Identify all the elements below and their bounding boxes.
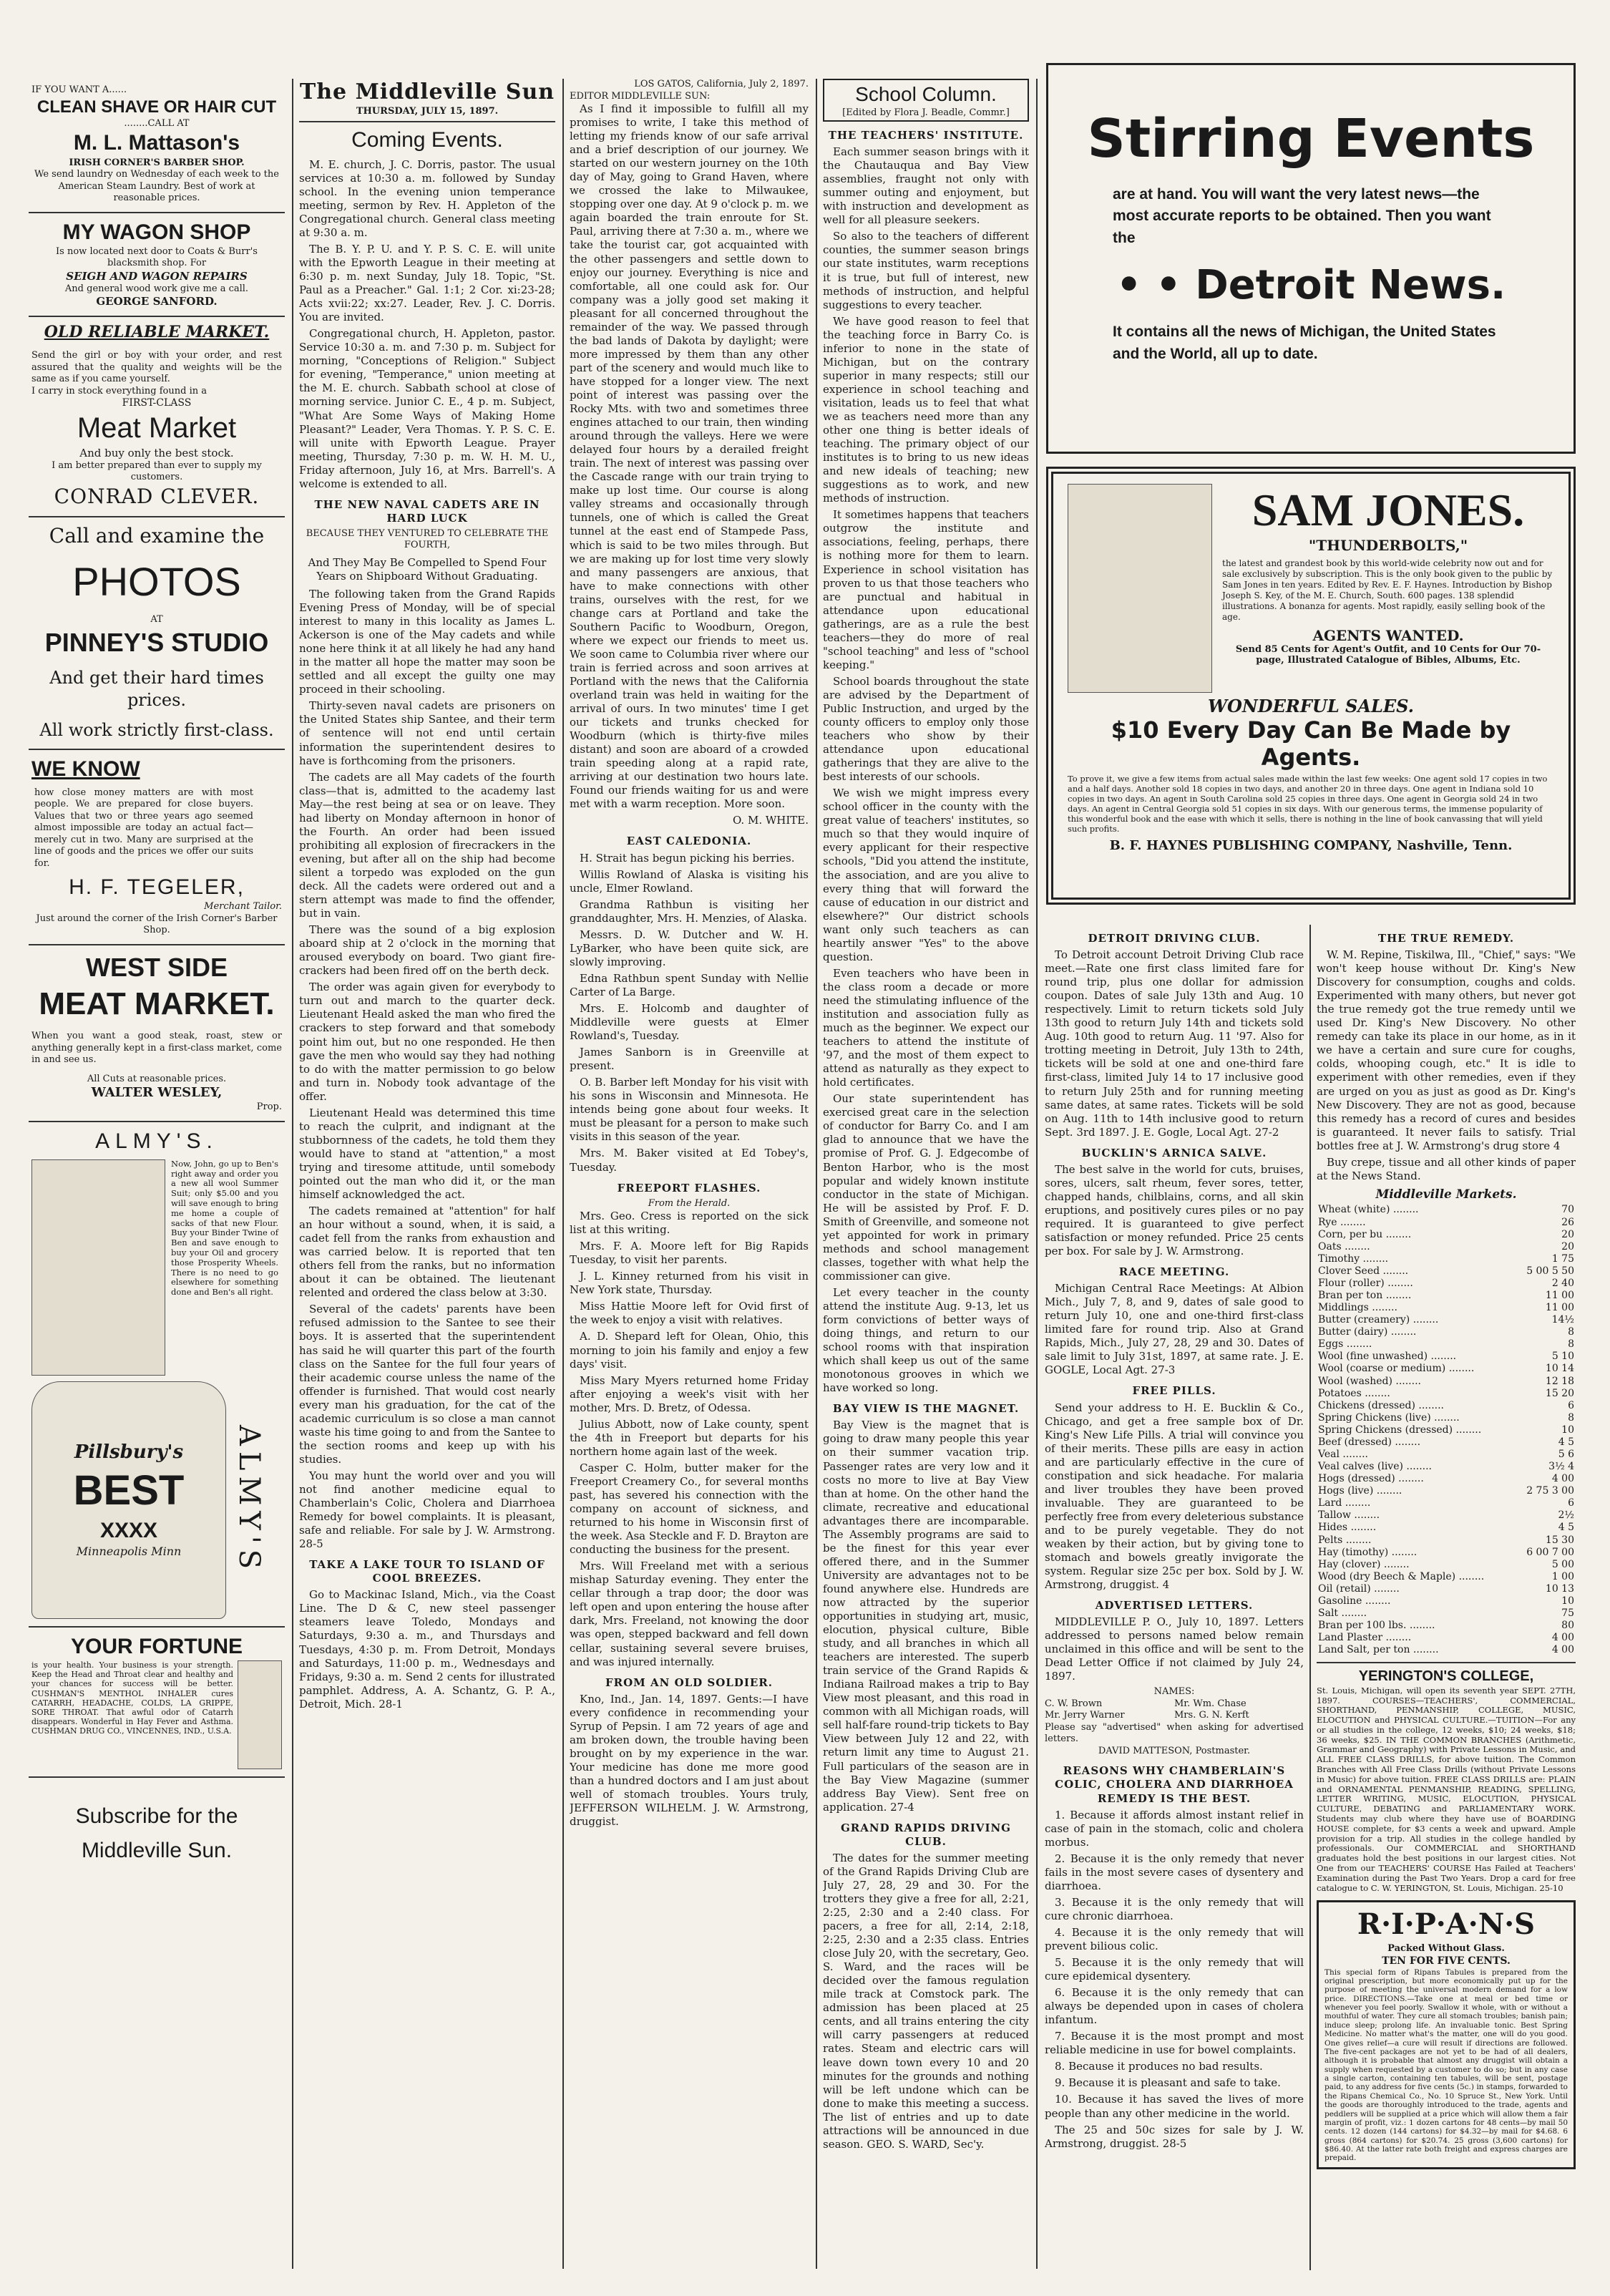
advertised-letters-heading: ADVERTISED LETTERS. — [1095, 1599, 1254, 1612]
market-row — [1317, 1265, 1576, 1278]
market-row — [1317, 1253, 1576, 1265]
market-price: 10 — [1561, 1424, 1574, 1436]
market-row — [1317, 1547, 1576, 1559]
market-price: 20 — [1561, 1240, 1574, 1252]
column-two: The Middleville Sun THURSDAY, JULY 15, 1897. Coming Events. M. E. church, J. C. Dorris, pastor. The usual services at 10:30 a. m. followed by Sunday school. In the evening union temperance meeting, sermon by Rev. H. Appleton of the Congregational church. General class meeting at 9:30 a. m. The B. Y. P. U. and Y. P. S. C. E. will unite with the Epworth League in their meeting at 6:30 p. m. next Sunday, July 18. Topic, "St. Paul as a Preacher." Gal. 1:1; 2 Cor. xi:23-28; Acts xvii:22; xx:27. Leader, Rev. J. C. Dorris. You are invited. Congregational church, H. Appleton, pastor. Service 10:30 a. m. and 7:30 p. m. Subject for morning, "Conceptions of Religion." Subject for evening, "Temperance," union meeting at the M. E. church. Sabbath school at close of morning service. Junior C. E., 4 p. m. Subject, "What Are Some Ways of Making Home Pleasant?" Leader, Vera Thomas. Y. P. S. C. E. will unite with Epworth League. Prayer meeting, Thursday, 7:30 p. m. W. H. M. U., Friday afternoon, July 16, at Mrs. Barrell's. A welcome is extended to all. THE NEW NAVAL CADETS ARE IN HARD LUCK BECAUSE THEY VENTURED TO CELEBRATE THE FOURTH, And They May Be Compelled to Spend Four Years on Shipboard Without Graduating. The following taken from the Grand Rapids Evening Press of Monday, will be of special interest to many in this locality as James L. Ackerson is one of the May cadets and while none here think it at all likely he had any hand in the matter all hope the matter may soon be settled and all except the guilty one may proceed in their schooling. Thirty-seven naval cadets are prisoners on the United States ship Santee, and their term of sentence will not end until certain information the superintendent desires to have is forthcoming from the prisoners. The cadets are all May cadets of the fourth class—that is, admitted to the academy last May—the rest being at sea or on leave. They had liberty on Monday afternoon in honor of the Fourth. An order had been issued prohibiting all explosion of firecrackers in the evening, but after all on the ship had become silent a torpedo was exploded on the gun deck. All the cadets were ordered out and a stern attempt was made to find the offender, but in vain. There was the sound of a big explosion aboard ship at 2 o'clock in the morning that aroused everybody on board. Two giant fire-crackers had been fired off on the berth deck. The order was again given for everybody to turn out and march to the quarter deck. Lieutenant Heald asked the man who fired the crackers to step forward and that somebody point him out, but no one responded. He then gave the men who would say they had nothing to do with the matter permission to go below and turn in. Nobody took advantage of the offer. Lieutenant Heald was determined this time to reach the culprit, and indignant at the stubbornness of the cadets, he told them they would have to stand at "attention," a most trying and tiresome attitude, until somebody pointed out the man who did it, or the man himself acknowledged the act. The cadets remained at "attention" for half an hour without a sound, when, it is said, a cadet fell from the ranks from exhaustion and was carried below. It is reported that ten others fell from the ranks, but no information about it can be obtained. The lieutenant relented and ordered the class below at 3:30. Several of the cadets' parents have been refused admission to the Santee to see their boys. It is asserted that the superintendent has said he will quarter this part of the fourth class on the Santee for the full four years of their academic course unless the name of the offender is furnished. That would cost nearly every man his graduation, for the cat of the academic curriculum is so close a man cannot waste his time going to and from the Santee to the section rooms and keep up with his studies. You may hunt the world over and you will not find another medicine equal to Chamberlain's Colic, Cholera and Diarrhoea Remedy for bowel complaints. It is pleasant, safe and reliable. For sale by J. W. Armstrong. 28-5 TAKE A LAKE TOUR TO ISLAND OF COOL BREEZES. Go to Mackinac Island, Mich., via the Coast Line. The D & C, new steel passenger steamers leave Toledo, Mondays and Saturdays, 9:30 a. m., and Thursdays and Tuesdays, 4:30 p. m. From Detroit, Mondays and Saturdays, 11:00 p. m., Wednesdays and Fridays, 9:30 a. m. Send 2 cents for illustrated pamphlet. Address, A. A. Schantz, G. P. A., Detroit, Mich. 28-1 — [299, 79, 555, 1711]
market-price: 2 40 — [1551, 1277, 1574, 1289]
market-item: Butter (dairy) ........ — [1318, 1326, 1417, 1338]
market-item: Bran per 100 lbs. ........ — [1318, 1620, 1435, 1632]
market-price: 6 00 7 00 — [1526, 1546, 1574, 1558]
market-row — [1317, 1302, 1576, 1314]
market-price: 15 30 — [1545, 1534, 1574, 1546]
market-price: 8 — [1568, 1411, 1574, 1424]
market-price: 70 — [1561, 1204, 1574, 1216]
naval-cadets-heading: THE NEW NAVAL CADETS ARE IN HARD LUCK — [314, 497, 540, 525]
market-item: Hogs (dressed) ........ — [1318, 1473, 1424, 1485]
market-row — [1317, 1461, 1576, 1473]
market-row — [1317, 1595, 1576, 1607]
column-six: THE TRUE REMEDY. W. M. Repine, Tiskilwa, Ill., "Chief," says: "We won't keep house without Dr. King's New Discovery for consumption, coughs and colds. Experimented with many others, but never got the true remedy got the true remedy until we used Dr. King's New Discovery. No other remedy can take its place in our home, as in it we have a certain and sure cure for coughs, colds, whooping cough, etc." It is idle to experiment with other remedies, even if they are urged on you as just as good as Dr. King's New Discovery. They are not as good, because this remedy has a record of cures and besides is guaranteed. It never fails to satisfy. Trial bottles free at J. W. Armstrong's drug store 4 Buy crepe, tissue and all other kinds of paper at the News Stand. Middleville Markets. Wheat (white) ........ 70 Rye ........ 26 Corn, per bu ........ 20 Oats ........ 20 Timothy ........ 1 75 Clover Seed ........ 5 00 5 50 Flour (roller) ........ 2 40 Bran per ton ........ 11 00 Middlings ........ 11 00 Butter (creamery) ........ 14½ Butter (dairy) ........ 8 Eggs ........ 8 Wool (fine unwashed) ........ 5 10 Wool (coarse or medium) ........ 10 14 Wool (washed) ........ 12 18 Potatoes ........ 15 20 Chickens (dressed) ........ 6 Spring Chickens (live) ........ 8 Spring Chickens (dressed) ........ 10 Beef (dressed) ........ 4 5 Veal ........ 5 6 Veal calves (live) ........ 3½ 4 Hogs (dressed) ........ 4 00 Hogs (live) ........ 2 75 3 00 Lard ........ 6 Tallow ........ 2½ Hides ........ 4 5 Pelts ........ 15 30 Hay (timothy) ........ 6 00 7 00 Hay (clover) ........ 5 00 Wood (dry Beech & Maple) ........ 1 00 Oil (retail) ........ 10 13 Gasoline ........ 10 Salt ........ 75 Bran per 100 lbs. ........ 80 Land Plaster ........ 4 00 Land Salt, per ton ........ 4 00 YERINGTON'S COLLEGE, St. Louis, Michigan, will open its seventh year SEPT. 27TH, 1897. COURSES—TEACHERS', COMMERCIAL, SHORTHAND, PENMANSHIP, COLLEGE, MUSIC, ELOCUTION and PHYSICAL CULTURE.—TUITION—For any or all studies in the college, 12 weeks, $10; 24 weeks, $18; 36 weeks, $25. IN THE COMMON BRANCHES (Arithmetic, Grammar and Geography) with Private Lessons in Music, and ALL FREE CLASS DRILLS, for above tuition. The Common Branches with All Free Class Drills (without Private Lessons in Music) for above tuition. FREE CLASS DRILLS are: PLAIN and ORNAMENTAL PENMANSHIP, READING, SPELLING, LETTER WRITING, MUSIC, ELOCUTION, PHYSICAL CULTURE, DEBATING and PARLIAMENTARY WORK. Students may club where they have use of BOARDING HOUSE complete, for $3 cents a week and upward. Ample provision for a trip. All studies in the college handled by professionals. Our COMMERCIAL and SHORTHAND graduates hold the best positions in our largest cities. Not One from our TEACHERS' COURSE Has Failed at Teachers' Examination during the Past Two Years. Drop a card for free catalogue to C. W. YERINGTON, St. Louis, Michigan. 25-10 R·I·P·A·N·S Packed Without Glass. TEN FOR FIVE CENTS. This special form of Ripans Tabules is prepared from the original prescription, but more economically put up for the purpose of meeting the universal modern demand for a low price. DIRECTIONS.—Take one at meal or bed time or whenever you feel poorly. Swallow it whole, with or without a mouthful of water. They cure all stomach troubles; banish pain; induce sleep; prolong life. An invaluable tonic. Best Spring Medicine. No matter what's the matter, one will do you good. One gives relief—a cure will result if directions are followed. The five-cent packages are not yet to be had of all dealers, although it is probable that almost any druggist will obtain a supply when requested by a customer to do so; but in any case a single carton, containing ten tabules, will be sent, postage paid, to any address for five cents (5c.) in stamps, forwarded to the Ripans Chemical Co., No. 10 Spruce St., New York. Until the goods are thoroughly introduced to the trade, agents and peddlers will be supplied at a price which will allow them a fair margin of profit, viz.: 1 dozen cartons for 48 cents—by mail 50 cents. 12 dozen (144 cartons) for $4.32—by mail for $4.68. 6 gross (864 cartons) for $20.74. 25 gross (3,600 cartons) for $86.40. At the latter rate both freight and express charges are prepaid. — [1317, 925, 1576, 2270]
market-price: 10 14 — [1545, 1363, 1574, 1375]
letter-article: As I find it impossible to fulfill all my promises to write, I take this method of letting my friends know of our safe arrival and a brief description of our journey. We started on our western journey on the 10th day of May, going to Grand Haven, where we crossed the lake to Milwaukee, stopping over one day. At 9 o'clock p. m. we again boarded the train enroute for St. Paul, arriving there at 7:30 a. m., where we take the tourist car, got acquainted with the other passengers and settle down to enjoy our journey. Everything is nice and comfortable, all one could ask for. Our company was a jolly good set making it pleasant for all concerned throughout the remainder of the way. We passed through the bad lands of Dakota by daylight; were more impressed by them than any other part of the scenery and would much like to have stopped for a longer view. The next point of interest was passing over the Rocky Mts. with two and sometimes three engines attached to our train, then winding around through the valleys. Here we were delayed four hours by a derailed freight train. The next of interest was passing over the Cascade range with our train trying to make up lost time. Our course is along valley streams and occasionally through tunnels, one of which is called the Great tunnel at the east end of Stampede Pass, which is said to be two miles through. But we are making up for lost time very slowly and many passengers are anxious, that have to make connections with other trains, ourselves with the rest, for we change cars at Portland and take the Southern Pacific to Woodburn, Oregon, where we expect our friends to meet us. We soon came to Columbia river where our train is ferried across and soon arrives at Portland with the news that the California overland train was held in waiting for the arrival of ours. In two minutes' time I get our tickets and trunks checked for Woodburn (which is thirty-five miles distant) and soon are aboard of a crowded train speeding along at a rapid rate, arriving at our destination two hours late. Found our friends waiting for us and were met with a warm reception. More soon. O. M. WHITE. — [570, 102, 809, 827]
market-row — [1317, 1424, 1576, 1436]
market-price: 26 — [1561, 1216, 1574, 1228]
market-item: Wheat (white) ........ — [1318, 1204, 1419, 1216]
market-item: Chickens (dressed) ........ — [1318, 1399, 1444, 1411]
market-item: Oil (retail) ........ — [1318, 1582, 1400, 1595]
market-item: Hides ........ — [1318, 1522, 1377, 1534]
market-price: 2½ — [1558, 1509, 1574, 1522]
column-rule — [1036, 79, 1038, 2269]
market-price: 80 — [1561, 1620, 1574, 1632]
market-row — [1317, 1217, 1576, 1229]
market-item: Wool (coarse or medium) ........ — [1318, 1363, 1475, 1375]
market-item: Spring Chickens (live) ........ — [1318, 1411, 1460, 1424]
coming-events: M. E. church, J. C. Dorris, pastor. The usual services at 10:30 a. m. followed by Sunday school. In the evening union temperance meeting, sermon by Rev. H. Appleton of the Congregational church. General class meeting at 9:30 a. m. The B. Y. P. U. and Y. P. S. C. E. will unite with the Epworth League in their meeting at 6:30 p. m. next Sunday, July 18. Topic, "St. Paul as a Preacher." Gal. 1:1; 2 Cor. xi:23-28; Acts xvii:22; xx:27. Leader, Rev. J. C. Dorris. You are invited. Congregational church, H. Appleton, pastor. Service 10:30 a. m. and 7:30 p. m. Subject for morning, "Conceptions of Religion." Subject for evening, "Temperance," union meeting at the M. E. church. Sabbath school at close of morning service. Junior C. E., 4 p. m. Subject, "What Are Some Ways of Making Home Pleasant?" Leader, Vera Thomas. Y. P. S. C. E. will unite with Epworth League. Prayer meeting, Thursday, 7:30 p. m. W. H. M. U., Friday afternoon, July 16, at Mrs. Barrell's. A welcome is extended to all. — [299, 157, 555, 490]
detroit-news-ad: Stirring Events are at hand. You will want the very latest news—the most accurate reports to be obtained. Then you want the • • Detroit News. It contains all the news of Michigan, the United States and the World, all up to date. — [1046, 63, 1576, 454]
column-three: LOS GATOS, California, July 2, 1897. EDITOR MIDDLEVILLE SUN: As I find it impossible to fulfill all my promises to write, I take this method of letting my friends know of our safe arrival and a brief description of our journey. We started on our western journey on the 10th day of May, going to Grand Haven, where we crossed the lake to Milwaukee, stopping over one day. At 9 o'clock p. m. we again boarded the train enroute for St. Paul, arriving there at 7:30 a. m., where we take the tourist car, got acquainted with the other passengers and settle down to enjoy our journey. Everything is nice and comfortable, all one could ask for. Our company was a jolly good set making it pleasant for all concerned throughout the remainder of the way. We passed through the bad lands of Dakota by daylight; were more impressed by them than any other part of the scenery and would much like to have stopped for a longer view. The next point of interest was passing over the Rocky Mts. with two and sometimes three engines attached to our train, then winding around through the valleys. Here we were delayed four hours by a derailed freight train. The next of interest was passing over the Cascade range with our train trying to make up lost time. Our course is along valley streams and occasionally through tunnels, one of which is called the Great tunnel at the east end of Stampede Pass, which is said to be two miles through. But we are making up for lost time very slowly and many passengers are anxious, that have to make connections with other trains, ourselves with the rest, for we change cars at Portland and take the Southern Pacific to Woodburn, Oregon, where we expect our friends to meet us. We soon came to Columbia river where our train is ferried across and soon arrives at Portland with the news that the California overland train was held in waiting for the arrival of ours. In two minutes' time I get our tickets and trunks checked for Woodburn (which is thirty-five miles distant) and soon are aboard of a crowded train speeding along at a rapid rate, arriving at our destination two hours late. Found our friends waiting for us and were met with a warm reception. More soon. O. M. WHITE. EAST CALEDONIA. H. Strait has begun picking his berries. Willis Rowland of Alaska is visiting his uncle, Elmer Rowland. Grandma Rathbun is visiting her granddaughter, Mrs. H. Menzies, of Alaska. Messrs. D. W. Dutcher and W. H. LyBarker, who have been quite sick, are slowly improving. Edna Rathbun spent Sunday with Nellie Carter of La Barge. Mrs. E. Holcomb and daughter of Middleville were guests at Elmer Rowland's, Tuesday. James Sanborn is in Greenville at present. O. B. Barber left Monday for his visit with his sons in Wisconsin and Minnesota. He intends being gone about four weeks. It must be pleasant for a person to make such visits in this season of the year. Mrs. M. Baker visited at Ed Tobey's, Tuesday. FREEPORT FLASHES. From the Herald. Mrs. Geo. Cress is reported on the sick list at this writing. Mrs. F. A. Moore left for Big Rapids Tuesday, to visit her parents. J. L. Kinney returned from his visit in New York state, Thursday. Miss Hattie Moore left for Ovid first of the week to enjoy a visit with relatives. A. D. Shepard left for Olean, Ohio, this morning to join his family and enjoy a few days' visit. Miss Mary Myers returned home Friday after enjoying a week's visit with her mother, Mrs. D. Bretz, of Odessa. Julius Abbott, now of Lake county, spent the 4th in Freeport but departs for his northern home again last of the week. Casper C. Holm, butter maker for the Freeport Creamery Co., for several months past, has severed his connection with the company on account of sickness, and returned to his home in Wisconsin first of the week. Asa Steckle and F. D. Brayton are conducting the business for the present. Mrs. Will Freeland met with a serious mishap Saturday evening. They enter the cellar through a trap door; the door was left open and upon entering the house after dark, Mrs. Freeland, not knowing the door was open, stepped backward and fell down cellar, sustaining several severe bruises, and was injured internally. FROM AN OLD SOLDIER. Kno, Ind., Jan. 14, 1897. Gents:—I have every confidence in recommending your Syrup of Pepsin. I am 72 years of age and am broken down, the trouble having been brought on by my experience in the war. Your medicine has done me more good than a hundred doctors and I am just about well of stomach troubles. Yours truly, JEFFERSON WILHELM. J. W. Armstrong, druggist. — [570, 79, 809, 1829]
market-item: Hogs (live) ........ — [1318, 1485, 1402, 1497]
market-item: Veal calves (live) ........ — [1318, 1461, 1433, 1473]
market-row — [1317, 1204, 1576, 1216]
market-price: 20 — [1561, 1228, 1574, 1240]
your-fortune-ad: YOUR FORTUNE is your health. Your business is your strength. Keep the Head and Throat clear and healthy and your chances for success will be better. CUSHMAN'S MENTHOL INHALER cures CATARRH, HEADACHE, COLDS, LA GRIPPE, SORE THROAT. That awful odor of Catarrh disappears. Wonderful in Hay Fever and Asthma. CUSHMAN DRUG CO., VINCENNES, IND., U.S.A. — [29, 1628, 285, 1778]
wagon-shop-ad: MY WAGON SHOP Is now located next door to Coats & Burr's blacksmith shop. For SEIGH AND WAGON REPAIRS And general wood work give me a call. GEORGE SANFORD. — [29, 213, 285, 318]
market-price: 4 00 — [1551, 1644, 1574, 1656]
column-rule — [562, 79, 564, 2269]
market-item: Middlings ........ — [1318, 1302, 1397, 1314]
market-item: Corn, per bu ........ — [1318, 1228, 1412, 1240]
chamberlains-reasons-list: 1. Because it affords almost instant relief in case of pain in the stomach, colic and cholera morbus. 2. Because it is the only remedy that never fails in the most severe cases of dysentery and diarrhoea. 3. Because it is the only remedy that will cure chronic diarrhoea. 4. Because it is the only remedy that will prevent bilious colic. 5. Because it is the only remedy that will cure epidemical dysentery. 6. Because it is the only remedy that can always be depended upon in cases of cholera infantum. 7. Because it is the most prompt and most reliable medicine in use for bowel complaints. 8. Because it produces no bad results. 9. Because it is pleasant and safe to take. 10. Because it has saved the lives of more people than any other medicine in the world. The 25 and 50c sizes for sale by J. W. Armstrong, druggist. 28-5 — [1045, 1808, 1304, 2150]
paper-notice: Buy crepe, tissue and all other kinds of paper at the News Stand. — [1317, 1155, 1576, 1182]
market-row — [1317, 1632, 1576, 1644]
advertisements-column — [29, 79, 285, 2283]
bay-view-article: Bay View is the magnet that is going to draw many people this year on their summer vacation trip. Passenger rates are very low and it costs no more to live at Bay View than at home. On the other hand the climate, recreative and educational advantages there are incomparable. The Assembly programs are said to be the finest for this year ever offered there, and in the Summer University are advantages not to be found anywhere else. Hundreds are now attracted by the superior opportunities in studying art, music, elocution, physical culture, Bible study, and all branches in which all teachers are interested. The superb train service of the Grand Rapids & Indiana Railroad makes a trip to Bay View most pleasant, and this road in common with all Michigan roads, will sell half-fare round-trip tickets to Bay View between July 12 and 22, with return limit any time to August 21. Full particulars of the season are in the Bay View Magazine (summer address Bay View). Sent free on application. 27-4 — [823, 1419, 1029, 1814]
market-price: 1 00 — [1551, 1570, 1574, 1582]
inhaler-illustration — [238, 1660, 282, 1769]
market-item: Lard ........ — [1318, 1497, 1371, 1509]
letter-names: C. W. Brown Mr. Wm. Chase Mr. Jerry Warner Mrs. G. N. Kerft — [1045, 1698, 1249, 1721]
yeringtons-college-ad: YERINGTON'S COLLEGE, St. Louis, Michigan, will open its seventh year SEPT. 27TH, 1897. COURSES—TEACHERS', COMMERCIAL, SHORTHAND, PENMANSHIP, COLLEGE, MUSIC, ELOCUTION and PHYSICAL CULTURE.—TUITION—For any or all studies in the college, 12 weeks, $10; 24 weeks, $18; 36 weeks, $25. IN THE COMMON BRANCHES (Arithmetic, Grammar and Geography) with Private Lessons in Music, and ALL FREE CLASS DRILLS, for above tuition. The Common Branches with All Free Class Drills (without Private Lessons in Music) for above tuition. FREE CLASS DRILLS are: PLAIN and ORNAMENTAL PENMANSHIP, READING, SPELLING, LETTER WRITING, MUSIC, ELOCUTION, PHYSICAL CULTURE, DEBATING and PARLIAMENTARY WORK. Students may club where they have use of BOARDING HOUSE complete, for $3 cents a week and upward. Ample provision for a trip. All studies in the college handled by professionals. Our COMMERCIAL and SHORTHAND graduates hold the best positions in our largest cities. Not One from our TEACHERS' COURSE Has Failed at Teachers' Examination during the Past Two Years. Drop a card for free catalogue to C. W. YERINGTON, St. Louis, Michigan. 25-10 — [1317, 1662, 1576, 1893]
market-item: Pelts ........ — [1318, 1534, 1372, 1546]
market-row — [1317, 1473, 1576, 1485]
market-price: 5 00 — [1551, 1558, 1574, 1570]
market-row — [1317, 1607, 1576, 1620]
market-row — [1317, 1412, 1576, 1424]
grand-rapids-club-article: The dates for the summer meeting of the Grand Rapids Driving Club are July 27, 28, 29 and 30. For the trotters they give a free for all, 2:21, 2:25, 2:30 and a 2:40 class. For pacers, a free for all, 2:14, 2:18, 2:25, 2:30 and a 2:35 class. Entries close July 20, with the secretary, Geo. S. Ward, and the races will be decided over the famous regulation mile track at Comstock park. The admission has been placed at 25 cents, and all trains entering the city will carry passengers at reduced rates. Steam and electric cars will leave down town every 10 and 20 minutes for the grounds and nothing will be left undone which can be done to make this meeting a success. The list of entries and up to date attractions will be announced in due season. GEO. S. WARD, Sec'y. — [823, 1851, 1029, 2151]
coming-events-heading: Coming Events. — [351, 127, 503, 152]
market-price: 4 5 — [1558, 1522, 1574, 1534]
market-item: Hay (timothy) ........ — [1318, 1546, 1418, 1558]
column-rule — [816, 79, 817, 2269]
teachers-institute-heading: THE TEACHERS' INSTITUTE. — [828, 129, 1024, 142]
lake-tour-heading: TAKE A LAKE TOUR TO ISLAND OF COOL BREEZES. — [309, 1558, 545, 1585]
market-row — [1317, 1522, 1576, 1534]
school-column — [823, 79, 1029, 2283]
chamberlains-reasons-heading: REASONS WHY CHAMBERLAIN'S COLIC, CHOLERA AND DIARRHOEA REMEDY IS THE BEST. — [1055, 1764, 1294, 1805]
detroit-driving-club-heading: DETROIT DRIVING CLUB. — [1088, 932, 1261, 945]
freeport-flashes-news: Mrs. Geo. Cress is reported on the sick list at this writing. Mrs. F. A. Moore left for Big Rapids Tuesday, to visit her parents. J. L. Kinney returned from his visit in New York state, Thursday. Miss Hattie Moore left for Ovid first of the week to enjoy a visit with relatives. A. D. Shepard left for Olean, Ohio, this morning to join his family and enjoy a few days' visit. Miss Mary Myers returned home Friday after enjoying a week's visit with her mother, Mrs. D. Bretz, of Odessa. Julius Abbott, now of Lake county, spent the 4th in Freeport but departs for his northern home again last of the week. Casper C. Holm, butter maker for the Freeport Creamery Co., for several months past, has severed his connection with the company on account of sickness, and returned to his home in Wisconsin first of the week. Asa Steckle and F. D. Brayton are conducting the business for the present. Mrs. Will Freeland met with a serious mishap Saturday evening. They enter the cellar through a trap door; the door was left open and upon entering the house after dark, Mrs. Freeland, not knowing the door was open, stepped backward and fell down cellar, sustaining several severe bruises, and was injured internally. — [570, 1210, 809, 1668]
tegeler-ad: WE KNOW how close money matters are with most people. We are prepared for close buyers. Values that two or three years ago seemed almost impossible are today an actual fact—merely cut in two. Many are surprised at the line of goods and the prices we offer our suits for. H. F. TEGELER, Merchant Tailor. Just around the corner of the Irish Corner's Barber Shop. — [29, 750, 285, 945]
market-row — [1317, 1620, 1576, 1632]
column-rule — [1309, 925, 1311, 2270]
pinneys-studio-ad: Call and examine the PHOTOS AT PINNEY'S STUDIO And get their hard times prices. All work strictly first-class. — [29, 517, 285, 749]
market-item: Clover Seed ........ — [1318, 1265, 1409, 1277]
market-price: 8 — [1568, 1338, 1574, 1351]
market-price: 4 00 — [1551, 1632, 1574, 1644]
man-and-woman-illustration — [31, 1159, 165, 1376]
market-price: 10 — [1561, 1595, 1574, 1607]
market-item: Timothy ........ — [1318, 1252, 1389, 1265]
market-row — [1317, 1314, 1576, 1326]
market-price: 8 — [1568, 1326, 1574, 1338]
freeport-flashes-heading: FREEPORT FLASHES. — [617, 1181, 761, 1195]
market-price: 75 — [1561, 1607, 1574, 1619]
market-item: Wood (dry Beech & Maple) ........ — [1318, 1570, 1485, 1582]
market-price: 5 6 — [1558, 1448, 1574, 1460]
flour-sack-illustration: Pillsbury's BEST XXXX Minneapolis Minn — [31, 1381, 226, 1619]
meat-market-ad: OLD RELIABLE MARKET. Send the girl or boy with your order, and rest assured that the quality and weights will be the same as if you came yourself. I carry in stock everything found in a FIRST-CLASS Meat Market And buy only the best stock. I am better prepared than ever to supply my customers. CONRAD CLEVER. — [29, 317, 285, 517]
market-row — [1317, 1436, 1576, 1449]
market-price: 15 20 — [1545, 1387, 1574, 1399]
market-price: 5 10 — [1551, 1351, 1574, 1363]
subscribe-notice: Subscribe for the Middleville Sun. — [75, 1804, 238, 1862]
market-row — [1317, 1571, 1576, 1583]
market-row — [1317, 1363, 1576, 1375]
almys-ad: ALMY'S. Now, John, go up to Ben's right away and order you a new all wool Summer Suit; only $5.00 and you will save enough to bring me home a couple of sacks of that new Flour. Buy your Binder Twine of Ben and save enough to buy your Oil and grocery those Prosperity Wheels. There is no need to go elsewhere for something done and Ben's all right. Pillsbury's BEST XXXX Minneapolis Minn ALMY'S — [29, 1122, 285, 1628]
arnica-salve-heading: BUCKLIN'S ARNICA SALVE. — [1081, 1146, 1267, 1159]
market-price: 3½ 4 — [1548, 1461, 1574, 1473]
east-caledonia-news: H. Strait has begun picking his berries. Willis Rowland of Alaska is visiting his uncle, Elmer Rowland. Grandma Rathbun is visiting her granddaughter, Mrs. H. Menzies, of Alaska. Messrs. D. W. Dutcher and W. H. LyBarker, who have been quite sick, are slowly improving. Edna Rathbun spent Sunday with Nellie Carter of La Barge. Mrs. E. Holcomb and daughter of Middleville were guests at Elmer Rowland's, Tuesday. James Sanborn is in Greenville at present. O. B. Barber left Monday for his visit with his sons in Wisconsin and Minnesota. He intends being gone about four weeks. It must be pleasant for a person to make such visits in this season of the year. Mrs. M. Baker visited at Ed Tobey's, Tuesday. — [570, 851, 809, 1174]
masthead: The Middleville Sun THURSDAY, JULY 15, 1897. — [299, 79, 555, 122]
market-row — [1317, 1497, 1576, 1509]
market-item: Tallow ........ — [1318, 1509, 1380, 1522]
market-row — [1317, 1509, 1576, 1522]
ripans-ad: R·I·P·A·N·S Packed Without Glass. TEN FOR FIVE CENTS. This special form of Ripans Tabules is prepared from the original prescription, but more economically put up for the purpose of meeting the universal modern demand for a low price. DIRECTIONS.—Take one at meal or bed time or whenever you feel poorly. Swallow it whole, with or without a mouthful of water. They cure all stomach troubles; banish pain; induce sleep; prolong life. An invaluable tonic. Best Spring Medicine. No matter what's the matter, one will do you good. One gives relief—a cure will result if directions are followed. The five-cent packages are not yet to be had of all dealers, although it is probable that almost any druggist will obtain a supply when requested by a customer to do so; but in any case a single carton, containing ten tabules, will be sent, postage paid, to any address for five cents (5c.) in stamps, forwarded to the Ripans Chemical Co., No. 10 Spruce St., New York. Until the goods are thoroughly introduced to the trade, agents and peddlers will be supplied at a price which will allow them a fair margin of profit, viz.: 1 dozen cartons for 48 cents—by mail 50 cents. 12 dozen (144 cartons) for $4.32—by mail for $4.68. 6 gross (864 cartons) for $20.74. 25 gross (3,600 cartons) for $86.40. At the latter rate both freight and express charges are prepaid. — [1317, 1900, 1576, 2169]
naval-cadets-article: The following taken from the Grand Rapids Evening Press of Monday, will be of special interest to many in this locality as James L. Ackerson is one of the May cadets and while none here think it at all likely he had any hand in the matter all hope the matter may soon be settled and all except the guilty one may proceed in their schooling. Thirty-seven naval cadets are prisoners on the United States ship Santee, and their term of sentence will not end until certain information the superintendent desires to have is forthcoming from the prisoners. The cadets are all May cadets of the fourth class—that is, admitted to the academy last May—the rest being at sea or on leave. They had liberty on Monday afternoon in honor of the Fourth. An order had been issued prohibiting all explosion of firecrackers in the evening, but after all on the ship had become silent a torpedo was exploded on the gun deck. All the cadets were ordered out and a stern attempt was made to find the offender, but in vain. There was the sound of a big explosion aboard ship at 2 o'clock in the morning that aroused everybody on board. Two giant fire-crackers had been fired off on the berth deck. The order was again given for everybody to turn out and march to the quarter deck. Lieutenant Heald asked the man who fired the crackers to step forward and that somebody point him out, but no one responded. He then gave the men who would say they had nothing to do with the matter permission to go below and turn in. Nobody took advantage of the offer. Lieutenant Heald was determined this time to reach the culprit, and indignant at the stubbornness of the cadets, he told them they would have to stand at "attention," a most trying and tiresome attitude, until somebody pointed out the man who did it, or the man himself acknowledged the act. The cadets remained at "attention" for half an hour without a sound, when, it is said, a cadet fell from the ranks from exhaustion and was carried below. It is reported that ten others fell from the ranks, but no information about it can be obtained. The lieutenant relented and ordered the class below at 3:30. Several of the cadets' parents have been refused admission to the Santee to see their boys. It is asserted that the superintendent has said he will quarter this part of the fourth class on the Santee for the full four years of their academic course unless the name of the offender is furnished. That would cost nearly every man his graduation, for the cat of the academic curriculum is so close a man cannot waste his time going to and from the Santee to the section rooms and keep up with his studies. You may hunt the world over and you will not find another medicine equal to Chamberlain's Colic, Cholera and Diarrhoea Remedy for bowel complaints. It is pleasant, safe and reliable. For sale by J. W. Armstrong. 28-5 — [299, 588, 555, 1551]
market-row — [1317, 1229, 1576, 1241]
markets-table — [1317, 1204, 1576, 1656]
market-item: Butter (creamery) ........ — [1318, 1314, 1439, 1326]
grand-rapids-club-heading: GRAND RAPIDS DRIVING CLUB. — [841, 1821, 1011, 1848]
old-soldier-article: Kno, Ind., Jan. 14, 1897. Gents:—I have every confidence in recommending your Syrup of Pepsin. I am 72 years of age and am broken down, the trouble having been brought on by my experience in the war. Your medicine has done me more good than a hundred doctors and I am just about well of stomach troubles. Yours truly, JEFFERSON WILHELM. J. W. Armstrong, druggist. — [570, 1692, 809, 1829]
markets-heading: Middleville Markets. — [1375, 1187, 1517, 1202]
barber-ad: IF YOU WANT A...... CLEAN SHAVE OR HAIR CUT ........CALL AT M. L. Mattason's IRISH CORNER'S BARBER SHOP. We send laundry on Wednesday of each week to the American Steam Laundry. Best of work at reasonable prices. — [29, 79, 285, 213]
market-item: Wool (washed) ........ — [1318, 1375, 1421, 1387]
market-item: Land Plaster ........ — [1318, 1632, 1412, 1644]
market-item: Veal ........ — [1318, 1448, 1368, 1460]
market-price: 14½ — [1551, 1314, 1574, 1326]
market-row — [1317, 1583, 1576, 1595]
market-price: 12 18 — [1545, 1375, 1574, 1387]
west-side-meat-ad: WEST SIDE MEAT MARKET. When you want a good steak, roast, stew or anything generally kept in a first-class market, come in and see us. All Cuts at reasonable prices. WALTER WESLEY, Prop. — [29, 945, 285, 1122]
market-row — [1317, 1241, 1576, 1253]
market-row — [1317, 1449, 1576, 1461]
east-caledonia-heading: EAST CALEDONIA. — [626, 835, 752, 848]
school-column-header: School Column. [Edited by Flora J. Beadle, Commr.] — [823, 79, 1029, 122]
market-price: 6 — [1568, 1497, 1574, 1509]
market-row — [1317, 1644, 1576, 1656]
market-item: Wool (fine unwashed) ........ — [1318, 1351, 1457, 1363]
market-item: Flour (roller) ........ — [1318, 1277, 1413, 1289]
market-price: 10 13 — [1545, 1582, 1574, 1595]
market-price: 11 00 — [1545, 1289, 1574, 1301]
market-row — [1317, 1376, 1576, 1388]
market-item: Beef (dressed) ........ — [1318, 1436, 1421, 1448]
market-price: 4 5 — [1558, 1436, 1574, 1448]
market-item: Rye ........ — [1318, 1216, 1366, 1228]
market-price: 1 75 — [1551, 1252, 1574, 1265]
market-price: 11 00 — [1545, 1302, 1574, 1314]
market-item: Eggs ........ — [1318, 1338, 1372, 1351]
market-row — [1317, 1534, 1576, 1547]
market-item: Gasoline ........ — [1318, 1595, 1391, 1607]
teachers-institute-article: Each summer season brings with it the Chautauqua and Bay View assemblies, fraught not only with summer outing and enjoyment, but with instruction and development as well for all pleasure seekers. So also to the teachers of different counties, the summer season brings our state institutes, warm receptions it is true, but full of interest, new methods of instruction, and helpful suggestions to every teacher. We have good reason to feel that the teaching force in Barry Co. is inferior to none in the state of Michigan, but on the contrary superior in many respects; still our experience in school teaching and visitation, leads us to feel that what we as teachers need more than any other one thing is better ideals of teaching. The primary object of our institutes is to bring to us new ideas and new ideals of teaching; new suggestions as to work, and new methods of instruction. It sometimes happens that teachers outgrow the institute and associations, feeling, perhaps, there is nothing more for them to learn. Experience in school visitation has proven to us that those teachers who are punctual and habitual in attendance upon educational gatherings, are as a rule the best teachers—they do more of real "school teaching" and less of "school keeping." School boards throughout the state are advised by the Department of Public Instruction, and urged by the county officers to employ only those teachers who show by their attendance upon educational gatherings that they are alive to the best interests of our schools. We wish we might impress every school officer in the county with the great value of teachers' institutes, so much so that they would inquire of every applicant for their respective schools, "Did you attend the institute, the association, and are you alive to every thing that will forward the cause of education in our district and elsewhere?" Our district schools want only such teachers as can heartily answer "Yes" to the above question. Even teachers who have been in the class room a decade or more need the stimulating influence of the institution and association fully as much as the beginner. We expect our teachers to attend the institute of '97, and the most of them expect to attend as naturally as they expect to hold certificates. Our state superintendent has exercised great care in the selection of conductor for Barry Co. and I am glad to announce that we have the promise of Prof. G. J. Edgecombe of Benton Harbor, who is the most popular and widely known institute conductor in the state of Michigan. He will be assisted by Prof. F. D. Smith of Greenville, and someone not yet appointed for work in primary methods and school management classes, together with what help the commissioner can give. Let every teacher in the county attend the institute Aug. 9-13, let us form convictions of better ways of doing things, and return to our school rooms with that inspiration which shall keep us out of the same monotonous grooves in which we have worked so long. — [823, 145, 1029, 1395]
market-price: 4 00 — [1551, 1473, 1574, 1485]
sam-jones-portrait — [1068, 484, 1212, 693]
market-row — [1317, 1326, 1576, 1338]
column-five: DETROIT DRIVING CLUB. To Detroit account Detroit Driving Club race meet.—Rate one first class limited fare for round trip, plus one dollar for admission coupon. Dates of sale July 13th and Aug. 10 respectively. Limit to return tickets sold July 13th good to return July 14th and tickets sold Aug. 10th good to return Aug. 11 '97. Also for trotting meeting in Detroit, July 13th to 24th, tickets will be sold at one and one-third fare first-class, limited July 14 to 17 inclusive good to return July 25th and for running meeting same dates, at same rates. Tickets will be sold on Aug. 11th to 14th inclusive good to return Sept. 3rd 1897. J. E. Gogle, Local Agt. 27-2 BUCKLIN'S ARNICA SALVE. The best salve in the world for cuts, bruises, sores, ulcers, salt rheum, fever sores, tetter, chapped hands, chilblains, corns, and all skin eruptions, and positively cures piles or no pay required. It is guaranteed to give perfect satisfaction or money refunded. Price 25 cents per box. For sale by J. W. Armstrong. RACE MEETING. Michigan Central Race Meetings: At Albion Mich., July 7, 8, and 9, dates of sale good to return July 10, one and one-third first-class limited fare for round trip. Also at Grand Rapids, Mich., July 27, 28, 29 and 30. Dates of sale limit to July 31st, 1897, at same rate. J. E. GOGLE, Local Agt. 27-3 FREE PILLS. Send your address to H. E. Bucklin & Co., Chicago, and get a free sample box of Dr. King's New Life Pills. A trial will convince you of their merits. These pills are easy in action and are particularly effective in the cure of constipation and sick headache. For malaria and liver troubles they have been proved invaluable. They are guaranteed to be perfectly free from every deleterious substance and to be purely vegetable. They do not weaken by their action, but by giving tone to stomach and bowels greatly invigorate the system. Regular size 25c per box. Sold by J. W. Armstrong, druggist. 4 ADVERTISED LETTERS. MIDDLEVILLE P. O., July 10, 1897. Letters addressed to persons named below remain unclaimed in this office and will be sent to the Dead Letter Office if not claimed by July 24, 1897. NAMES: C. W. Brown Mr. Wm. Chase Mr. Jerry Warner Mrs. G. N. Kerft Please say "advertised" when asking for advertised letters. DAVID MATTESON, Postmaster. REASONS WHY CHAMBERLAIN'S COLIC, CHOLERA AND DIARRHOEA REMEDY IS THE BEST. 1. Because it affords almost instant relief in case of pain in the stomach, colic and cholera morbus. 2. Because it is the only remedy that never fails in the most severe cases of dysentery and diarrhoea. 3. Because it is the only remedy that will cure chronic diarrhoea. 4. Because it is the only remedy that will prevent bilious colic. 5. Because it is the only remedy that will cure epidemical dysentery. 6. Because it is the only remedy that can always be depended upon in cases of cholera infantum. 7. Because it is the most prompt and most reliable medicine in use for bowel complaints. 8. Because it produces no bad results. 9. Because it is pleasant and safe to take. 10. Because it has saved the lives of more people than any other medicine in the world. The 25 and 50c sizes for sale by J. W. Armstrong, druggist. 28-5 — [1045, 932, 1304, 2150]
market-row — [1317, 1485, 1576, 1497]
market-item: Bran per ton ........ — [1318, 1289, 1412, 1301]
market-row — [1317, 1278, 1576, 1290]
market-row — [1317, 1351, 1576, 1363]
free-pills-heading: FREE PILLS. — [1132, 1384, 1216, 1398]
market-price: 6 — [1568, 1399, 1574, 1411]
market-item: Salt ........ — [1318, 1607, 1367, 1619]
market-item: Hay (clover) ........ — [1318, 1558, 1410, 1570]
market-row — [1317, 1338, 1576, 1351]
market-item: Oats ........ — [1318, 1240, 1370, 1252]
race-meeting-heading: RACE MEETING. — [1118, 1265, 1230, 1279]
old-soldier-heading: FROM AN OLD SOLDIER. — [605, 1675, 773, 1689]
market-price: 2 75 3 00 — [1526, 1485, 1574, 1497]
market-item: Spring Chickens (dressed) ........ — [1318, 1424, 1482, 1436]
column-rule — [292, 79, 293, 2269]
market-row — [1317, 1290, 1576, 1302]
market-item: Potatoes ........ — [1318, 1387, 1390, 1399]
market-row — [1317, 1559, 1576, 1571]
true-remedy-heading: THE TRUE REMEDY. — [1377, 932, 1515, 945]
market-price: 5 00 5 50 — [1526, 1265, 1574, 1277]
market-row — [1317, 1400, 1576, 1412]
market-item: Land Salt, per ton ........ — [1318, 1644, 1439, 1656]
sam-jones-ad: SAM JONES. "THUNDERBOLTS," the latest and grandest book by this world-wide celebrity now out and for sale exclusively by subscription. This is the only book given to the public by Sam Jones in ten years. Edited by Rev. E. F. Haynes. Introduction by Bishop Joseph S. Key, of the M. E. Church, South. 600 pages. 138 splendid illustrations. A bonanza for agents. Most rapidly, easily selling book of the age. AGENTS WANTED. Send 85 Cents for Agent's Outfit, and 10 Cents for Our 70-page, Illustrated Catalogue of Bibles, Albums, Etc. WONDERFUL SALES. $10 Every Day Can Be Made by Agents. To prove it, we give a few items from actual sales made within the last few weeks: One agent sold 17 copies in two and a half days. Another sold 18 copies in two days, and another 20 in three days. One agent in Indiana sold 10 copies in two days. An agent in South Carolina sold 25 copies in three days. One agent in Georgia sold 24 in two days. An agent in Central Georgia sold 51 copies in six days. With our generous terms, the immense popularity of this wonderful book and the ease with which it sells, there is nothing in the line of book canvassing that will yield such profits. B. F. HAYNES PUBLISHING COMPANY, Nashville, Tenn. — [1046, 467, 1576, 905]
market-row — [1317, 1388, 1576, 1400]
bay-view-heading: BAY VIEW IS THE MAGNET. — [832, 1402, 1020, 1416]
lake-tour-article: Go to Mackinac Island, Mich., via the Coast Line. The D & C, new steel passenger steamers leave Toledo, Mondays and Saturdays, 9:30 a. m., and Thursdays and Tuesdays, 4:30 p. m. From Detroit, Mondays and Saturdays, 11:00 p. m., Wednesdays and Fridays, 9:30 a. m. Send 2 cents for illustrated pamphlet. Address, A. A. Schantz, G. P. A., Detroit, Mich. 28-1 — [299, 1588, 555, 1711]
